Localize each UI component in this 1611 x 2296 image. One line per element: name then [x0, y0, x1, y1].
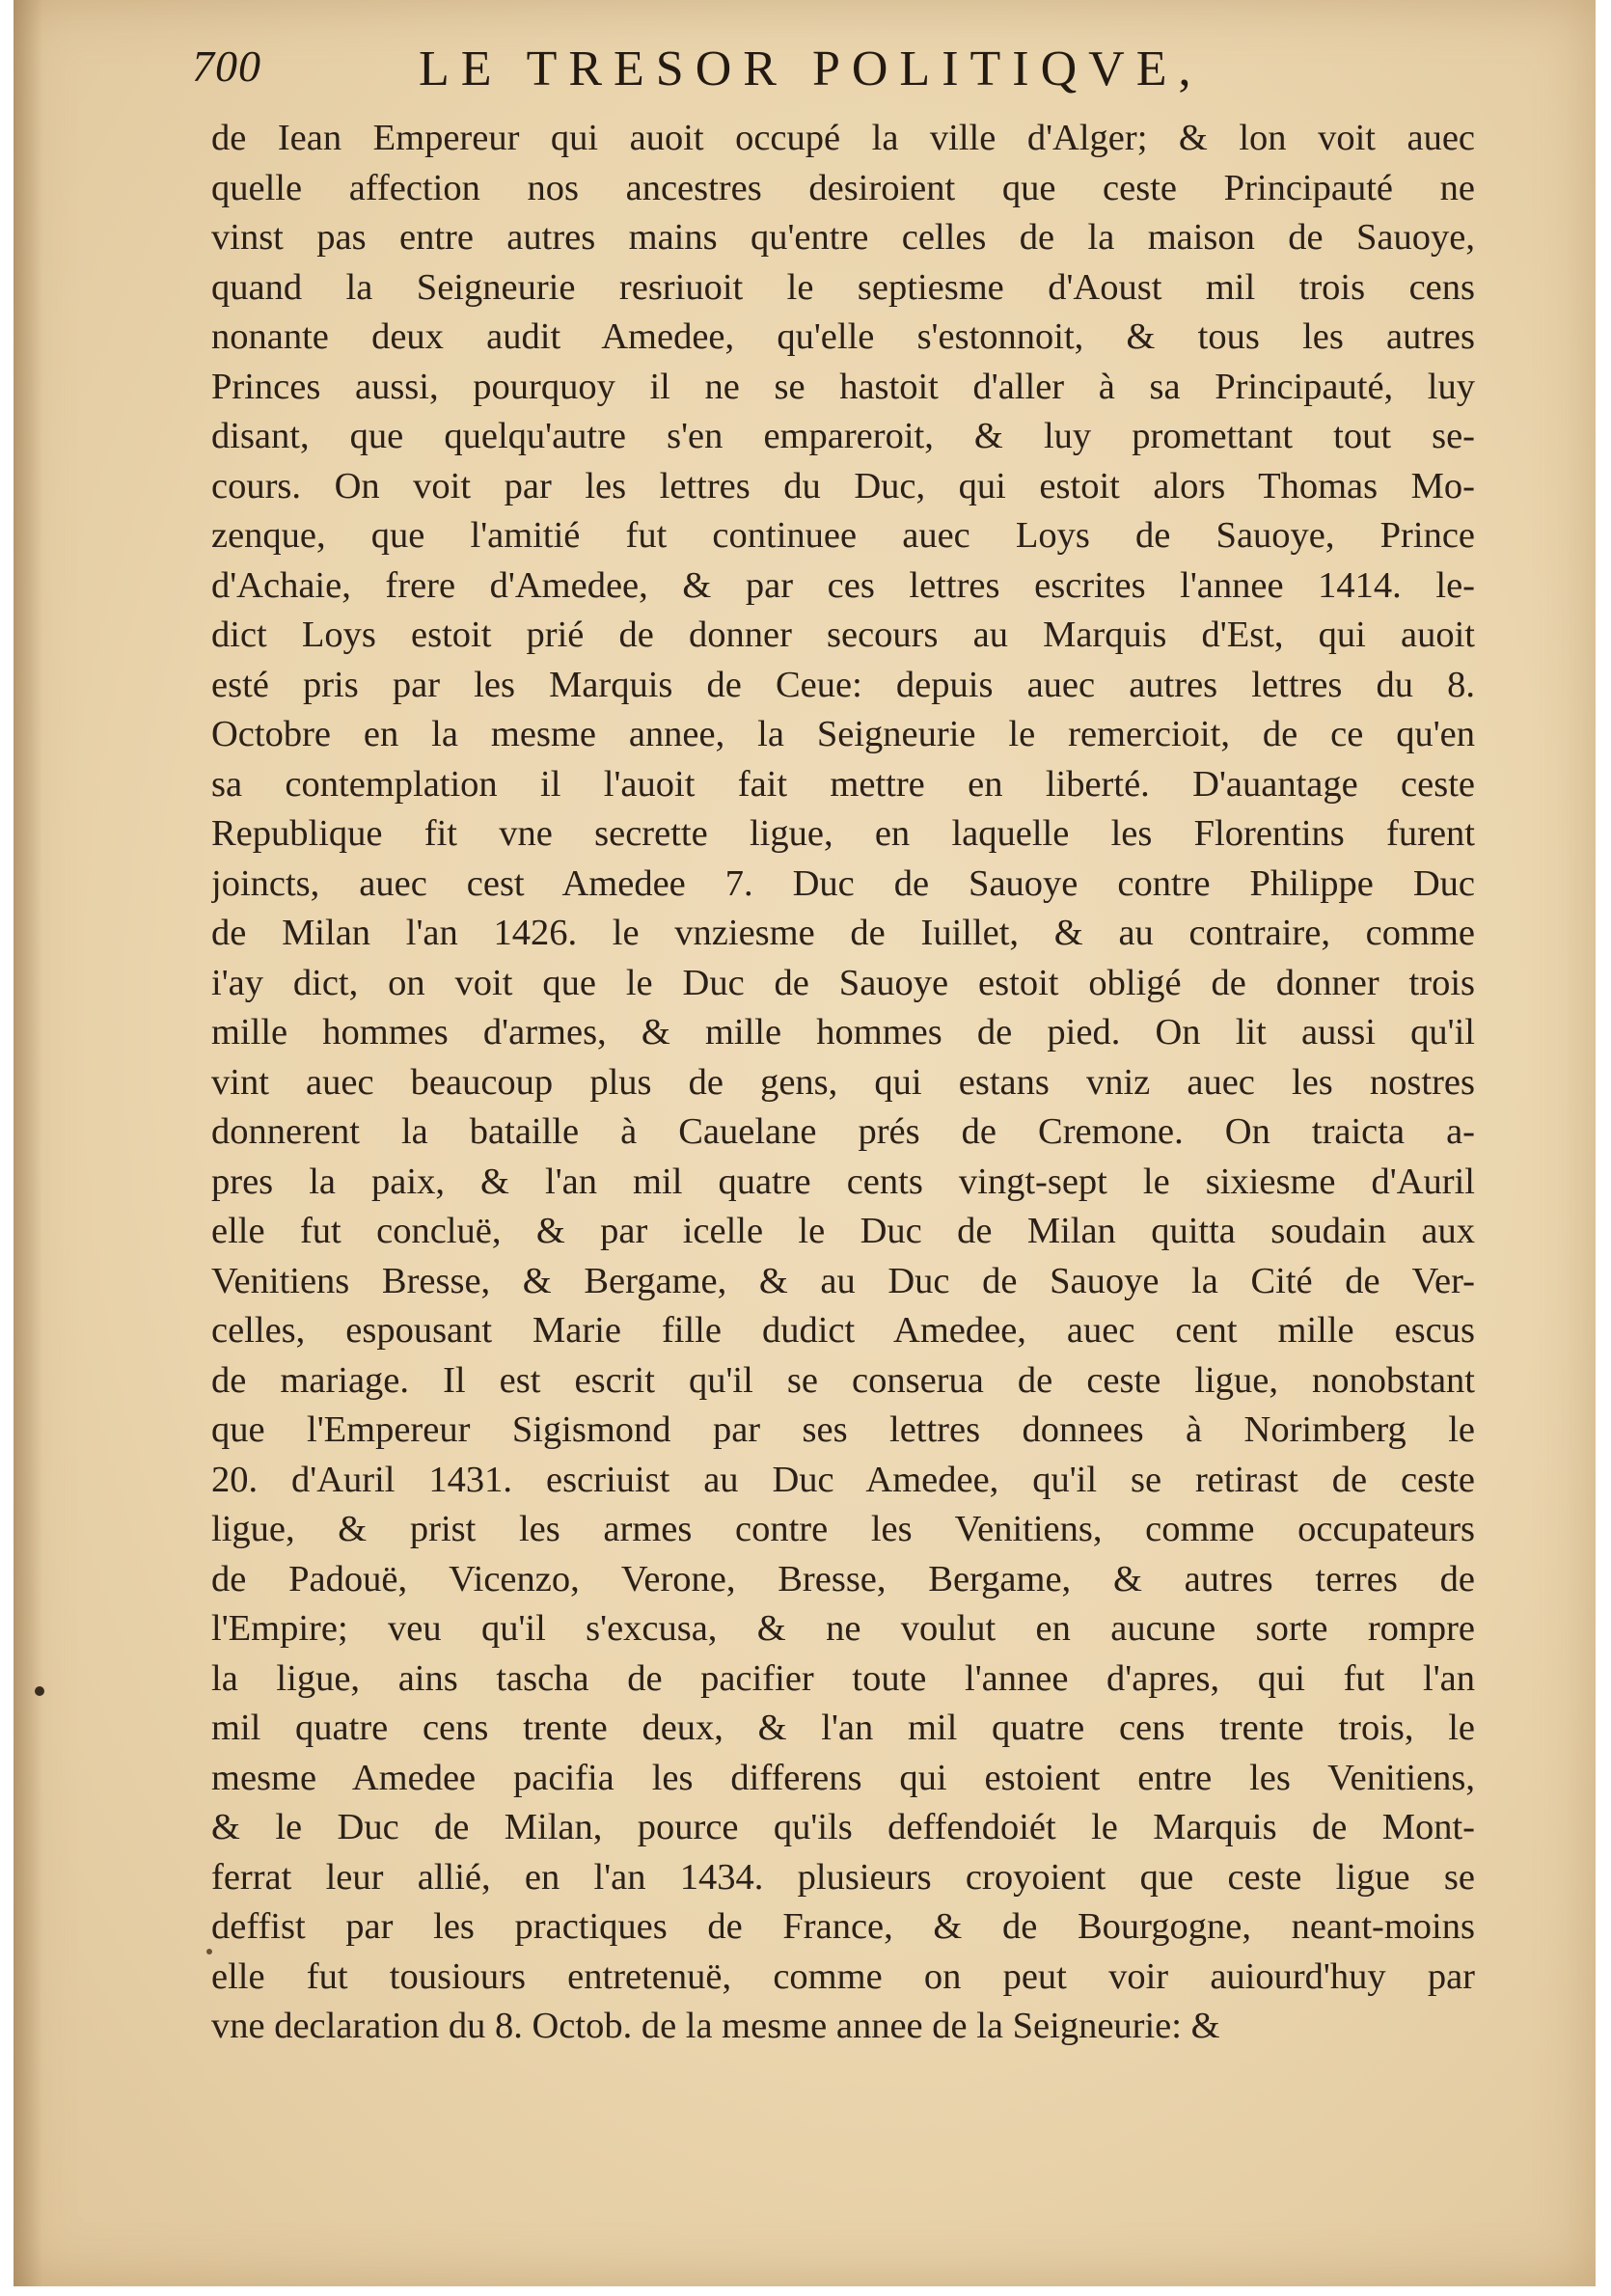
page-header: [192, 41, 1465, 108]
text-line: 20. d'Auril 1431. escriuist au Duc Amedee, qu'il se retirast de ceste: [211, 1459, 1475, 1500]
book-page: [14, 0, 1596, 2286]
text-line: Republique fit vne secrette ligue, en laquelle les Florentins furent: [211, 813, 1475, 854]
text-line: ferrat leur allié, en l'an 1434. plusieurs croyoient que ceste ligue se: [211, 1856, 1475, 1898]
text-line: Octobre en la mesme annee, la Seigneurie le remercioit, de ce qu'en: [211, 714, 1475, 754]
text-line: disant, que quelqu'autre s'en empareroit, & luy promettant tout se-: [211, 416, 1475, 456]
text-line: deffist par les practiques de France, & de Bourgogne, neant-moins: [211, 1906, 1475, 1947]
text-line: esté pris par les Marquis de Ceue: depuis auec autres lettres du 8.: [211, 664, 1475, 705]
text-line: de Milan l'an 1426. le vnziesme de Iuillet, & au contraire, comme: [211, 913, 1475, 953]
text-line: elle fut concluë, & par icelle le Duc de Milan quitta soudain aux: [211, 1211, 1475, 1251]
text-line: zenque, que l'amitié fut continuee auec Loys de Sauoye, Prince: [211, 515, 1475, 556]
text-line: donnerent la bataille à Cauelane prés de Cremone. On traicta a-: [211, 1111, 1475, 1152]
text-line: de Iean Empereur qui auoit occupé la ville d'Alger; & lon voit auec: [211, 118, 1475, 158]
text-line: cours. On voit par les lettres du Duc, qui estoit alors Thomas Mo-: [211, 465, 1475, 506]
page-number: 700: [192, 41, 261, 91]
text-line: nonante deux audit Amedee, qu'elle s'estonnoit, & tous les autres: [211, 316, 1475, 357]
text-line: l'Empire; veu qu'il s'excusa, & ne voulut en aucune sorte rompre: [211, 1608, 1475, 1649]
text-line: elle fut tousiours entretenuë, comme on peut voir auiourd'huy par: [211, 1955, 1475, 1997]
text-line: quelle affection nos ancestres desiroient que ceste Principauté ne: [211, 167, 1475, 208]
text-line: vne declaration du 8. Octob. de la mesme annee de la Seigneurie: &: [211, 2006, 1220, 2046]
text-line: pres la paix, & l'an mil quatre cents vingt-sept le sixiesme d'Auril: [211, 1161, 1475, 1202]
ink-spot: [35, 1686, 44, 1696]
text-line: & le Duc de Milan, pource qu'ils deffendoiét le Marquis de Mont-: [211, 1807, 1475, 1847]
running-title: LE TRESOR POLITIQVE,: [419, 41, 1203, 96]
text-line: que l'Empereur Sigismond par ses lettres donnees à Norimberg le: [211, 1409, 1475, 1450]
text-line: i'ay dict, on voit que le Duc de Sauoye estoit obligé de donner trois: [211, 962, 1475, 1003]
text-line: la ligue, ains tascha de pacifier toute l'annee d'apres, qui fut l'an: [211, 1657, 1475, 1699]
text-line: quand la Seigneurie resriuoit le septiesme d'Aoust mil trois cens: [211, 266, 1475, 308]
text-line: sa contemplation il l'auoit fait mettre en liberté. D'auantage ceste: [211, 763, 1475, 805]
text-line: mille hommes d'armes, & mille hommes de pied. On lit aussi qu'il: [211, 1012, 1475, 1052]
text-line: de Padouë, Vicenzo, Verone, Bresse, Bergame, & autres terres de: [211, 1558, 1475, 1599]
text-line: dict Loys estoit prié de donner secours au Marquis d'Est, qui auoit: [211, 615, 1475, 655]
text-line: Princes aussi, pourquoy il ne se hastoit d'aller à sa Principauté, luy: [211, 366, 1475, 407]
text-line: d'Achaie, frere d'Amedee, & par ces lettres escrites l'annee 1414. le-: [211, 564, 1475, 606]
text-line: vinst pas entre autres mains qu'entre celles de la maison de Sauoye,: [211, 217, 1475, 258]
ink-spot: [206, 1949, 212, 1954]
text-line: celles, espousant Marie fille dudict Amedee, auec cent mille escus: [211, 1310, 1475, 1351]
text-line: mesme Amedee pacifia les differens qui estoient entre les Venitiens,: [211, 1757, 1475, 1798]
body-text: [211, 114, 1475, 2052]
text-line: vint auec beaucoup plus de gens, qui estans vniz auec les nostres: [211, 1061, 1475, 1103]
text-line: ligue, & prist les armes contre les Venitiens, comme occupateurs: [211, 1509, 1475, 1549]
text-line: joincts, auec cest Amedee 7. Duc de Sauoye contre Philippe Duc: [211, 862, 1475, 904]
text-line: Venitiens Bresse, & Bergame, & au Duc de Sauoye la Cité de Ver-: [211, 1260, 1475, 1301]
text-line: mil quatre cens trente deux, & l'an mil quatre cens trente trois, le: [211, 1708, 1475, 1748]
text-line: de mariage. Il est escrit qu'il se conserua de ceste ligue, nonobstant: [211, 1359, 1475, 1401]
